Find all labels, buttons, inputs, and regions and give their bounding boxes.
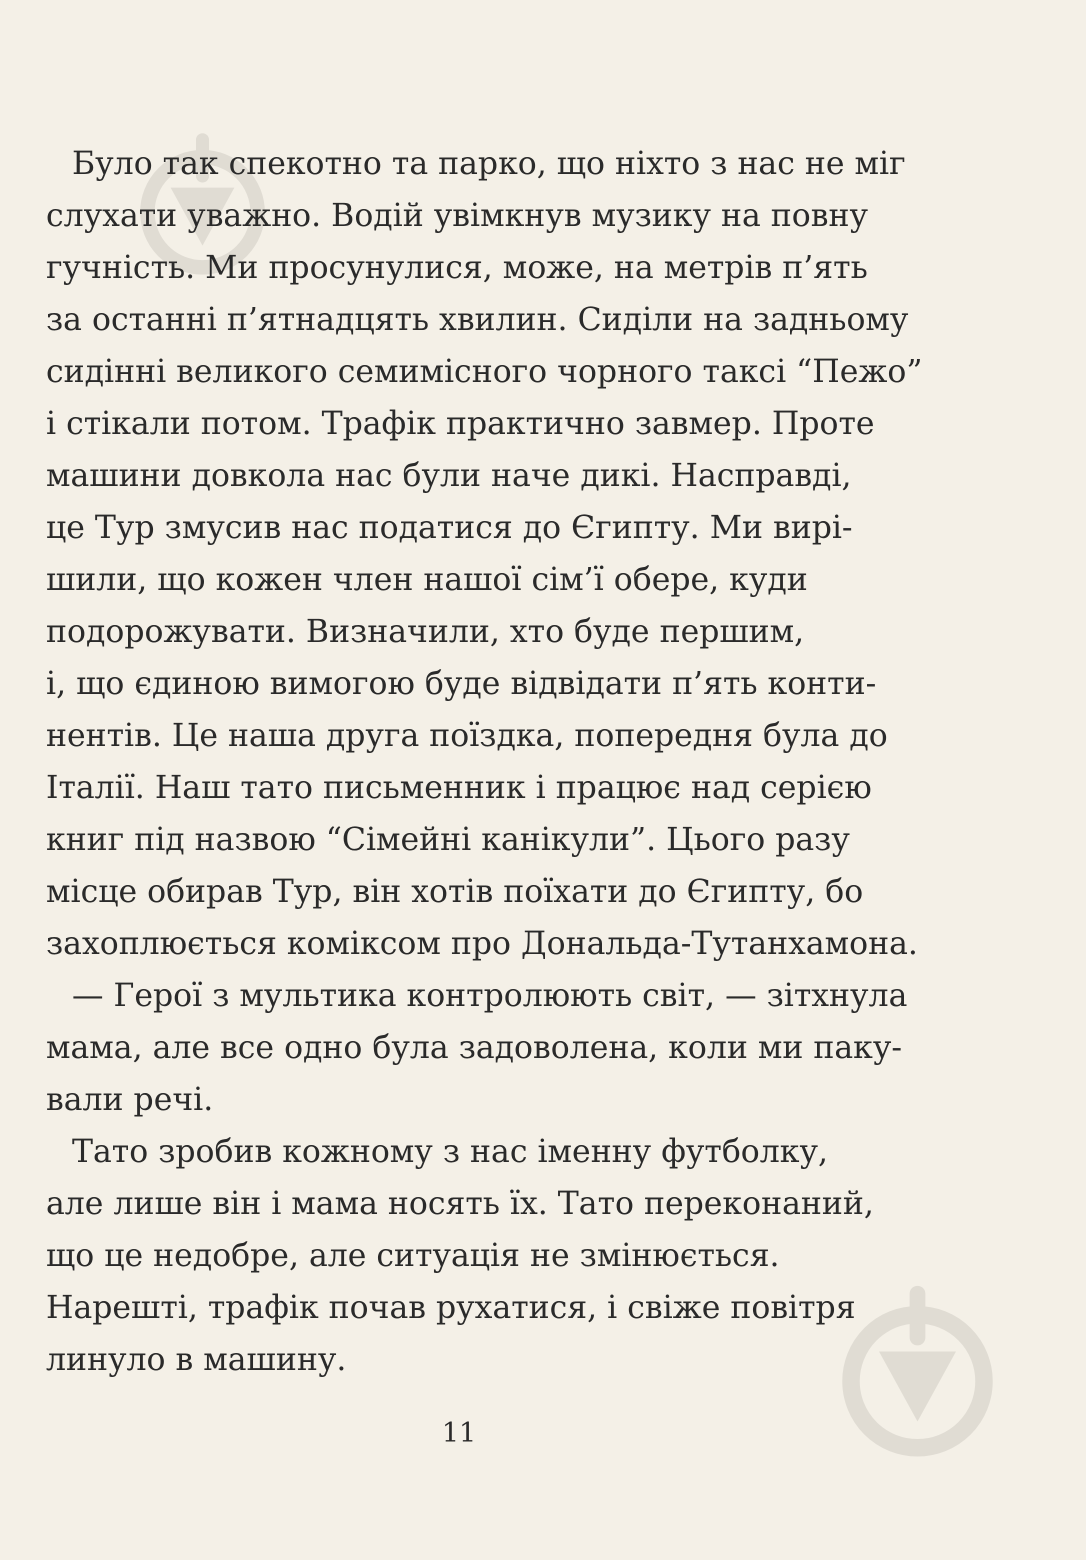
text-line: Нарешті, трафік почав рухатися, і свіже повітря xyxy=(46,1290,856,1326)
text-line: місце обирав Тур, він хотів поїхати до Єгипту, бо xyxy=(46,874,864,910)
text-line: Італії. Наш тато письменник і працює над серією xyxy=(46,770,872,806)
text-line: подорожувати. Визначили, хто буде першим, xyxy=(46,614,805,650)
text-line: гучність. Ми просунулися, може, на метрів п’ять xyxy=(46,250,868,286)
text-line: це Тур змусив нас податися до Єгипту. Ми вирі- xyxy=(46,510,853,546)
text-line: машини довкола нас були наче дикі. Насправді, xyxy=(46,458,852,494)
text-line: Було так спекотно та парко, що ніхто з нас не міг xyxy=(72,146,906,182)
text-line: і стікали потом. Трафік практично завмер. Проте xyxy=(46,406,875,442)
page-number: 11 xyxy=(441,1418,477,1449)
text-line: нентів. Це наша друга поїздка, попередня була до xyxy=(46,718,888,754)
text-line: але лише він і мама носять їх. Тато переконаний, xyxy=(46,1186,874,1222)
dialogue-line: — Герої з мультика контролюють світ, — зітхнула xyxy=(72,978,908,1014)
text-line: захоплюється коміксом про Дональда-Тутанхамона. xyxy=(46,926,918,962)
text-line: книг під назвою “Сімейні канікули”. Цього разу xyxy=(46,822,850,858)
text-line: линуло в машину. xyxy=(46,1342,347,1378)
text-line: за останні п’ятнадцять хвилин. Сиділи на задньому xyxy=(46,302,909,338)
text-line: слухати уважно. Водій увімкнув музику на повну xyxy=(46,198,869,234)
text-line: сидінні великого семимісного чорного таксі “Пежо” xyxy=(46,354,923,390)
body-text xyxy=(46,138,923,1386)
text-line: і, що єдиною вимогою буде відвідати п’ять конти- xyxy=(46,666,877,702)
text-line: вали речі. xyxy=(46,1082,214,1118)
text-line: мама, але все одно була задоволена, коли ми паку- xyxy=(46,1030,902,1066)
text-line: шили, що кожен член нашої сім’ї обере, куди xyxy=(46,562,808,598)
text-line: що це недобре, але ситуація не змінюється. xyxy=(46,1238,780,1274)
text-line: Тато зробив кожному з нас іменну футболку, xyxy=(72,1134,829,1170)
